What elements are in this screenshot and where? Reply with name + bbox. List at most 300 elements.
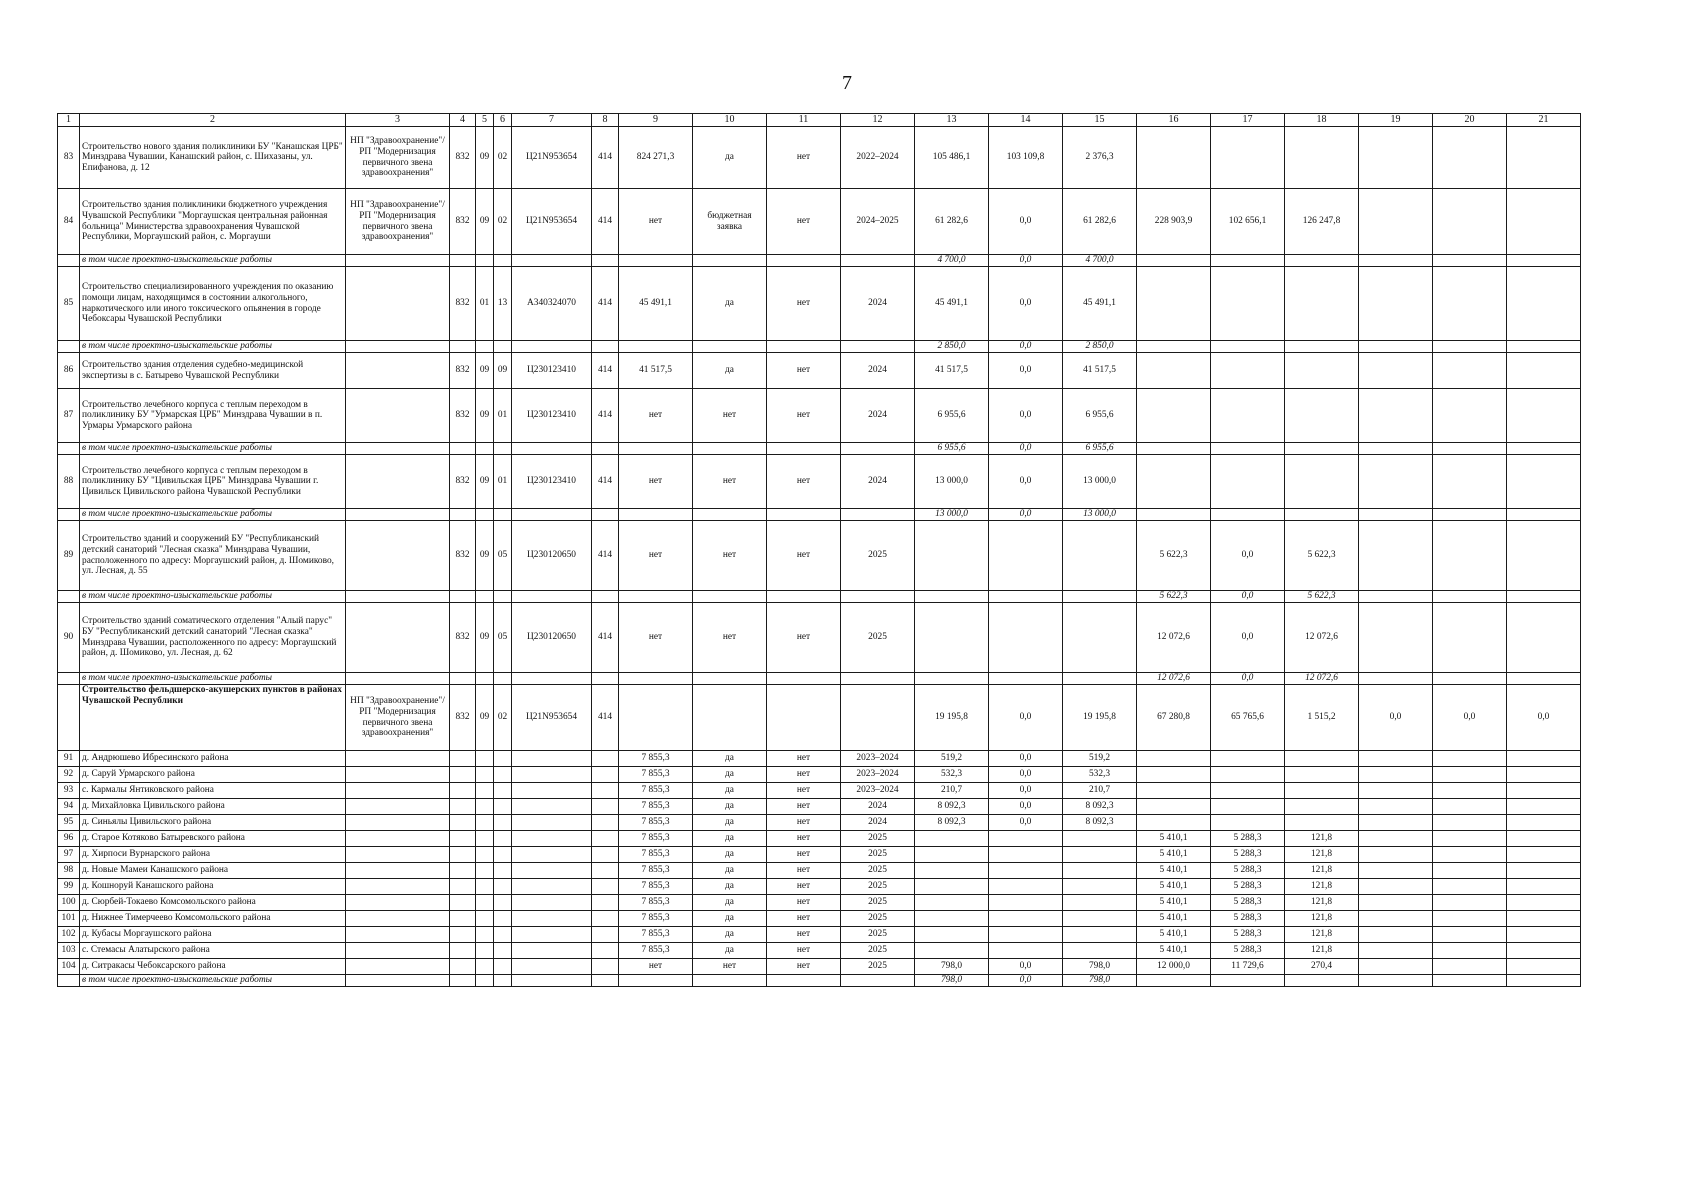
object-name-cell: д. Хирпоси Вурнарского района <box>80 847 346 863</box>
value-cell: 121,8 <box>1285 879 1359 895</box>
value-cell: 832 <box>450 455 476 509</box>
value-cell: 228 903,9 <box>1137 189 1211 255</box>
value-cell: нет <box>767 847 841 863</box>
value-cell: А340324070 <box>512 267 592 341</box>
value-cell <box>1433 799 1507 815</box>
value-cell <box>915 863 989 879</box>
value-cell: да <box>693 831 767 847</box>
value-cell: 2025 <box>841 895 915 911</box>
empty-cell <box>841 975 915 987</box>
value-cell <box>1359 863 1433 879</box>
value-cell <box>1285 767 1359 783</box>
row-number-cell: 85 <box>58 267 80 341</box>
empty-cell <box>58 509 80 521</box>
value-cell: 121,8 <box>1285 895 1359 911</box>
value-cell: 2025 <box>841 959 915 975</box>
empty-cell <box>767 509 841 521</box>
value-cell <box>512 911 592 927</box>
value-cell <box>494 927 512 943</box>
subtotal-value-cell: 6 955,6 <box>915 443 989 455</box>
value-cell: нет <box>767 455 841 509</box>
value-cell: 414 <box>592 127 619 189</box>
subtotal-value-cell: 13 000,0 <box>1063 509 1137 521</box>
empty-cell <box>450 673 476 685</box>
value-cell <box>1433 783 1507 799</box>
value-cell: 61 282,6 <box>1063 189 1137 255</box>
subtotal-row <box>58 443 1581 455</box>
value-cell: 0,0 <box>1211 521 1285 591</box>
row-number-cell: 101 <box>58 911 80 927</box>
value-cell: 7 855,3 <box>619 879 693 895</box>
subtotal-value-cell: 0,0 <box>989 255 1063 267</box>
subtotal-label: в том числе проектно-изыскательские работы <box>80 673 346 685</box>
value-cell <box>476 799 494 815</box>
subtotal-value-cell: 12 072,6 <box>1285 673 1359 685</box>
table-row <box>58 767 1581 783</box>
value-cell: 2022–2024 <box>841 127 915 189</box>
object-name-cell: д. Саруй Урмарского района <box>80 767 346 783</box>
value-cell: да <box>693 127 767 189</box>
value-cell <box>1063 943 1137 959</box>
value-cell <box>512 767 592 783</box>
subtotal-row <box>58 255 1581 267</box>
empty-cell <box>693 443 767 455</box>
value-cell <box>592 847 619 863</box>
empty-cell <box>619 443 693 455</box>
value-cell <box>1063 603 1137 673</box>
table-row <box>58 127 1581 189</box>
project-cell: НП "Здравоохранение"/ РП "Модернизация первичного звена здравоохранения" <box>346 189 450 255</box>
value-cell <box>1433 353 1507 389</box>
empty-cell <box>58 341 80 353</box>
value-cell: 11 729,6 <box>1211 959 1285 975</box>
value-cell: 121,8 <box>1285 831 1359 847</box>
subtotal-value-cell: 0,0 <box>989 341 1063 353</box>
value-cell: 09 <box>476 455 494 509</box>
value-cell: нет <box>619 455 693 509</box>
subtotal-value-cell: 13 000,0 <box>915 509 989 521</box>
empty-cell <box>767 975 841 987</box>
empty-cell <box>58 591 80 603</box>
empty-cell <box>592 443 619 455</box>
object-name-cell: Строительство зданий соматического отделения "Алый парус" БУ "Республиканский детский санаторий "Лесная сказка" Минздрава Чувашии, расположенного по адресу: Моргаушский район, д. Шомиково, ул. Лесная, д. 62 <box>80 603 346 673</box>
object-name-cell: д. Кошноруй Канашского района <box>80 879 346 895</box>
value-cell <box>1507 911 1581 927</box>
value-cell: 832 <box>450 685 476 751</box>
value-cell: 12 072,6 <box>1137 603 1211 673</box>
value-cell: 5 288,3 <box>1211 911 1285 927</box>
subtotal-value-cell <box>915 673 989 685</box>
value-cell <box>1433 911 1507 927</box>
empty-cell <box>346 255 450 267</box>
value-cell: 2023–2024 <box>841 767 915 783</box>
value-cell <box>915 603 989 673</box>
value-cell: 5 410,1 <box>1137 847 1211 863</box>
empty-cell <box>476 591 494 603</box>
value-cell: 0,0 <box>989 389 1063 443</box>
subtotal-value-cell: 798,0 <box>915 975 989 987</box>
subtotal-row <box>58 341 1581 353</box>
subtotal-row <box>58 673 1581 685</box>
subtotal-value-cell <box>1211 509 1285 521</box>
value-cell <box>1211 455 1285 509</box>
value-cell <box>989 521 1063 591</box>
value-cell <box>989 863 1063 879</box>
value-cell: 126 247,8 <box>1285 189 1359 255</box>
empty-cell <box>592 591 619 603</box>
object-name-cell: д. Михайловка Цивильского района <box>80 799 346 815</box>
value-cell: да <box>693 879 767 895</box>
value-cell <box>476 927 494 943</box>
value-cell <box>989 943 1063 959</box>
value-cell: нет <box>693 521 767 591</box>
subtotal-value-cell <box>1211 255 1285 267</box>
row-number-cell: 97 <box>58 847 80 863</box>
subtotal-value-cell <box>1211 975 1285 987</box>
subtotal-value-cell: 798,0 <box>1063 975 1137 987</box>
value-cell: 210,7 <box>915 783 989 799</box>
value-cell <box>450 783 476 799</box>
value-cell: 2025 <box>841 521 915 591</box>
table-row <box>58 353 1581 389</box>
value-cell: 0,0 <box>1507 685 1581 751</box>
table-row <box>58 189 1581 255</box>
value-cell <box>1433 455 1507 509</box>
value-cell <box>1359 911 1433 927</box>
value-cell <box>1433 815 1507 831</box>
value-cell <box>494 799 512 815</box>
empty-cell <box>494 255 512 267</box>
value-cell: 01 <box>494 389 512 443</box>
table-row <box>58 799 1581 815</box>
value-cell: 532,3 <box>915 767 989 783</box>
subtotal-value-cell: 0,0 <box>1211 673 1285 685</box>
project-cell <box>346 815 450 831</box>
value-cell <box>512 815 592 831</box>
value-cell <box>476 847 494 863</box>
subtotal-value-cell: 0,0 <box>989 509 1063 521</box>
object-name-cell: д. Кубасы Моргаушского района <box>80 927 346 943</box>
value-cell: 1 515,2 <box>1285 685 1359 751</box>
empty-cell <box>1507 975 1581 987</box>
value-cell: 67 280,8 <box>1137 685 1211 751</box>
project-cell <box>346 353 450 389</box>
value-cell <box>1137 783 1211 799</box>
value-cell <box>1433 751 1507 767</box>
value-cell: 7 855,3 <box>619 847 693 863</box>
empty-cell <box>592 509 619 521</box>
value-cell: 5 410,1 <box>1137 895 1211 911</box>
object-name-cell: Строительство здания отделения судебно-медицинской экспертизы в с. Батырево Чувашской Республики <box>80 353 346 389</box>
value-cell: 6 955,6 <box>915 389 989 443</box>
value-cell <box>592 943 619 959</box>
value-cell: да <box>693 927 767 943</box>
subtotal-value-cell <box>1063 591 1137 603</box>
value-cell <box>476 895 494 911</box>
value-cell <box>512 799 592 815</box>
column-number: 10 <box>693 114 767 127</box>
value-cell: 13 000,0 <box>1063 455 1137 509</box>
empty-cell <box>619 591 693 603</box>
value-cell: 7 855,3 <box>619 767 693 783</box>
value-cell: 0,0 <box>989 799 1063 815</box>
column-number: 11 <box>767 114 841 127</box>
column-number: 6 <box>494 114 512 127</box>
value-cell <box>1211 353 1285 389</box>
empty-cell <box>476 443 494 455</box>
value-cell <box>494 847 512 863</box>
project-cell <box>346 799 450 815</box>
value-cell: 09 <box>476 189 494 255</box>
project-cell <box>346 847 450 863</box>
value-cell <box>1507 831 1581 847</box>
subtotal-value-cell <box>1137 509 1211 521</box>
value-cell <box>1507 751 1581 767</box>
empty-cell <box>767 341 841 353</box>
value-cell: 2025 <box>841 603 915 673</box>
value-cell <box>1359 767 1433 783</box>
value-cell: 414 <box>592 389 619 443</box>
value-cell: 519,2 <box>915 751 989 767</box>
value-cell: 09 <box>476 389 494 443</box>
value-cell: 832 <box>450 603 476 673</box>
table-row <box>58 895 1581 911</box>
subtotal-value-cell: 0,0 <box>989 975 1063 987</box>
object-name-cell: с. Стемасы Алатырского района <box>80 943 346 959</box>
subtotal-value-cell: 4 700,0 <box>1063 255 1137 267</box>
table-row <box>58 847 1581 863</box>
subtotal-value-cell <box>1285 975 1359 987</box>
value-cell <box>1359 127 1433 189</box>
value-cell <box>1507 959 1581 975</box>
value-cell <box>1063 831 1137 847</box>
value-cell: 02 <box>494 189 512 255</box>
row-number-cell: 95 <box>58 815 80 831</box>
subtotal-value-cell: 4 700,0 <box>915 255 989 267</box>
project-cell <box>346 879 450 895</box>
value-cell <box>1433 127 1507 189</box>
value-cell <box>1359 521 1433 591</box>
empty-cell <box>450 341 476 353</box>
object-name-cell: д. Сюрбей-Токаево Комсомольского района <box>80 895 346 911</box>
row-number-cell: 102 <box>58 927 80 943</box>
table-row <box>58 879 1581 895</box>
value-cell <box>1507 767 1581 783</box>
value-cell: 5 410,1 <box>1137 863 1211 879</box>
empty-cell <box>1507 591 1581 603</box>
empty-cell <box>58 255 80 267</box>
empty-cell <box>58 975 80 987</box>
column-number: 21 <box>1507 114 1581 127</box>
value-cell <box>494 831 512 847</box>
value-cell <box>1359 959 1433 975</box>
row-number-cell: 96 <box>58 831 80 847</box>
empty-cell <box>693 509 767 521</box>
project-cell <box>346 267 450 341</box>
value-cell: нет <box>767 189 841 255</box>
value-cell: 41 517,5 <box>1063 353 1137 389</box>
value-cell: Ц230123410 <box>512 389 592 443</box>
object-name-cell: Строительство лечебного корпуса с теплым переходом в поликлинику БУ "Цивильская ЦРБ" Минздрава Чувашии г. Цивильск Цивильского района Чувашской Республики <box>80 455 346 509</box>
value-cell: 02 <box>494 127 512 189</box>
value-cell: 2025 <box>841 847 915 863</box>
project-cell <box>346 767 450 783</box>
empty-cell <box>592 341 619 353</box>
value-cell: 0,0 <box>989 267 1063 341</box>
project-cell <box>346 927 450 943</box>
value-cell: 7 855,3 <box>619 943 693 959</box>
table-row <box>58 943 1581 959</box>
subtotal-value-cell <box>989 591 1063 603</box>
table-row <box>58 863 1581 879</box>
value-cell: 2024 <box>841 267 915 341</box>
value-cell <box>1285 389 1359 443</box>
value-cell: нет <box>767 895 841 911</box>
value-cell: 5 288,3 <box>1211 863 1285 879</box>
empty-cell <box>494 341 512 353</box>
value-cell: 65 765,6 <box>1211 685 1285 751</box>
value-cell: 05 <box>494 603 512 673</box>
subtotal-label: в том числе проектно-изыскательские работы <box>80 591 346 603</box>
value-cell <box>915 911 989 927</box>
empty-cell <box>841 341 915 353</box>
object-name-cell: д. Старое Котяково Батыревского района <box>80 831 346 847</box>
row-number-cell: 86 <box>58 353 80 389</box>
value-cell: 2025 <box>841 927 915 943</box>
value-cell <box>494 879 512 895</box>
empty-cell <box>592 975 619 987</box>
row-number-cell: 87 <box>58 389 80 443</box>
empty-cell <box>476 975 494 987</box>
table-row <box>58 603 1581 673</box>
value-cell: 2024 <box>841 799 915 815</box>
value-cell <box>1359 267 1433 341</box>
table-row <box>58 389 1581 443</box>
value-cell: 2025 <box>841 911 915 927</box>
value-cell <box>450 815 476 831</box>
value-cell: да <box>693 943 767 959</box>
value-cell <box>1063 863 1137 879</box>
value-cell: Ц21N953654 <box>512 189 592 255</box>
empty-cell <box>494 443 512 455</box>
value-cell: 0,0 <box>1433 685 1507 751</box>
empty-cell <box>512 443 592 455</box>
column-number: 9 <box>619 114 693 127</box>
value-cell: нет <box>693 389 767 443</box>
value-cell: 105 486,1 <box>915 127 989 189</box>
value-cell <box>592 751 619 767</box>
column-number: 19 <box>1359 114 1433 127</box>
subtotal-label: в том числе проектно-изыскательские работы <box>80 341 346 353</box>
subtotal-value-cell <box>1137 255 1211 267</box>
value-cell: 5 288,3 <box>1211 943 1285 959</box>
value-cell <box>1211 783 1285 799</box>
subtotal-value-cell <box>1137 443 1211 455</box>
value-cell: 2025 <box>841 879 915 895</box>
table-row <box>58 751 1581 767</box>
value-cell: 2025 <box>841 831 915 847</box>
value-cell: 414 <box>592 603 619 673</box>
value-cell: 832 <box>450 521 476 591</box>
value-cell: нет <box>767 521 841 591</box>
value-cell <box>592 879 619 895</box>
value-cell <box>767 685 841 751</box>
column-number: 12 <box>841 114 915 127</box>
subtotal-row <box>58 591 1581 603</box>
value-cell <box>1359 799 1433 815</box>
page-number: 7 <box>842 72 852 94</box>
table-row <box>58 911 1581 927</box>
value-cell: нет <box>767 389 841 443</box>
value-cell <box>450 895 476 911</box>
empty-cell <box>512 509 592 521</box>
subtotal-value-cell <box>989 673 1063 685</box>
column-number: 7 <box>512 114 592 127</box>
value-cell <box>1433 927 1507 943</box>
value-cell <box>915 831 989 847</box>
empty-cell <box>494 673 512 685</box>
value-cell <box>1285 799 1359 815</box>
value-cell <box>915 879 989 895</box>
value-cell: Ц21N953654 <box>512 685 592 751</box>
object-name-cell: д. Андрюшево Ибресинского района <box>80 751 346 767</box>
value-cell: 2024 <box>841 389 915 443</box>
value-cell: 2025 <box>841 863 915 879</box>
value-cell <box>512 847 592 863</box>
table-body <box>58 114 1581 987</box>
value-cell: 0,0 <box>989 685 1063 751</box>
object-name-cell: Строительство специализированного учреждения по оказанию помощи лицам, находящимся в состоянии алкогольного, наркотического или иного токсического опьянения в городе Чебоксары Чувашской Республики <box>80 267 346 341</box>
value-cell: 824 271,3 <box>619 127 693 189</box>
value-cell <box>1433 267 1507 341</box>
value-cell <box>1433 521 1507 591</box>
value-cell <box>1507 603 1581 673</box>
value-cell <box>1433 767 1507 783</box>
empty-cell <box>1507 673 1581 685</box>
empty-cell <box>346 591 450 603</box>
value-cell: нет <box>619 189 693 255</box>
row-number-cell: 103 <box>58 943 80 959</box>
value-cell: 121,8 <box>1285 911 1359 927</box>
project-cell <box>346 455 450 509</box>
value-cell <box>1137 815 1211 831</box>
row-number-cell: 83 <box>58 127 80 189</box>
value-cell <box>1507 927 1581 943</box>
value-cell: 102 656,1 <box>1211 189 1285 255</box>
empty-cell <box>1507 443 1581 455</box>
value-cell: нет <box>767 353 841 389</box>
value-cell <box>1063 927 1137 943</box>
value-cell: 5 288,3 <box>1211 847 1285 863</box>
value-cell: 7 855,3 <box>619 895 693 911</box>
value-cell: да <box>693 847 767 863</box>
value-cell <box>1507 799 1581 815</box>
empty-cell <box>1359 341 1433 353</box>
empty-cell <box>841 509 915 521</box>
value-cell <box>1507 127 1581 189</box>
value-cell <box>494 767 512 783</box>
value-cell: 6 955,6 <box>1063 389 1137 443</box>
empty-cell <box>619 341 693 353</box>
row-number-cell: 91 <box>58 751 80 767</box>
value-cell <box>1433 847 1507 863</box>
row-number-cell: 84 <box>58 189 80 255</box>
value-cell: нет <box>693 959 767 975</box>
value-cell: Ц230120650 <box>512 521 592 591</box>
value-cell: 121,8 <box>1285 863 1359 879</box>
value-cell <box>1359 189 1433 255</box>
value-cell <box>450 911 476 927</box>
